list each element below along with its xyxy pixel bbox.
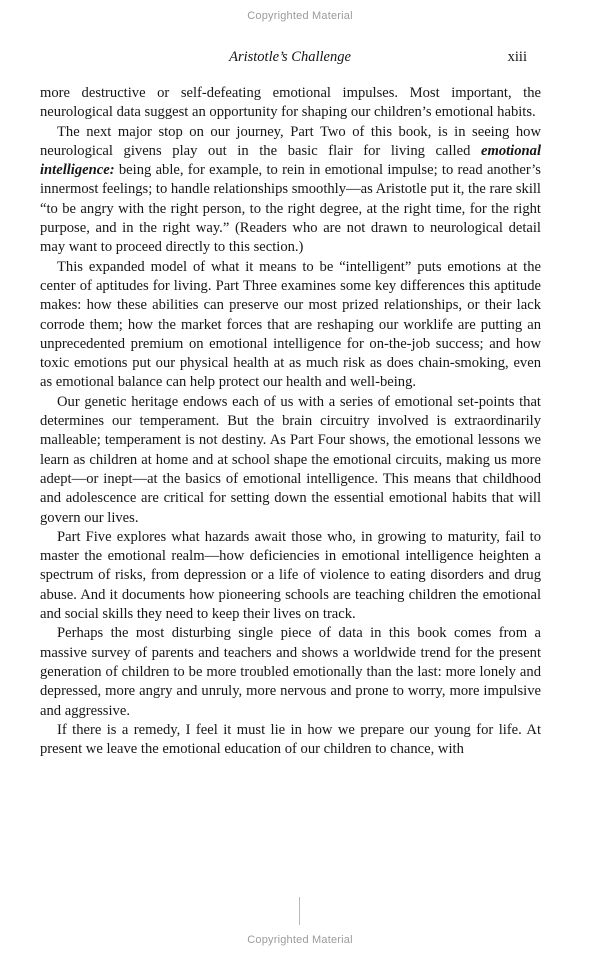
paragraph: [40, 393, 541, 528]
copyright-notice-top: Copyrighted Material: [247, 10, 353, 22]
body-text: [40, 84, 541, 759]
running-header: [40, 49, 540, 67]
paragraph: [40, 123, 541, 258]
copyright-notice-bottom: Copyrighted Material: [247, 934, 353, 946]
paragraph: [40, 624, 541, 720]
text-run: Our genetic heritage endows each of us with a series of emotional set-points that determines our temperament. But the brain circuitry involved is extraordinarily malleable; temperament is not destiny. As Part Four shows, the emotional lessons we learn as children at home and at school shape the emotional circuits, making us more adept—or inept—at the basics of emotional intelligence. This means that childhood and adolescence are critical for setting down the essential emotional habits that will govern our lives.: [40, 393, 541, 526]
text-run: being able, for example, to rein in emotional impulse; to read another’s innermost feelings; to handle relationships smoothly—as Aristotle put it, the rare skill “to be angry with the right person, to the right degree, at the right time, for the right purpose, and in the right way.” (Readers who are not drawn to neurological detail may want to proceed directly to this section.): [40, 162, 541, 256]
paragraph: [40, 258, 541, 393]
page-crease-line: [299, 897, 300, 925]
text-run: This expanded model of what it means to be “intelligent” puts emotions at the center of aptitudes for living. Part Three examines some key differences this aptitude makes: how these abilities can preserve our most prized relationships, or their lack corrode them; how the market forces that are reshaping our worklife are putting an unprecedented premium on emotional intelligence for on-the-job success; and how toxic emotions put our physical health at as much risk as does chain-smoking, even as emotional balance can help protect our health and well-being.: [40, 258, 541, 391]
text-run: Part Five explores what hazards await those who, in growing to maturity, fail to master the emotional realm—how deficiencies in emotional intelligence heighten a spectrum of risks, from depression or a life of violence to eating disorders and drug abuse. And it documents how pioneering schools are teaching children the emotional and social skills they need to keep their lives on track.: [40, 528, 541, 623]
paragraph: [40, 721, 541, 760]
paragraph: [40, 84, 541, 123]
running-head-title: Aristotle’s Challenge: [229, 49, 351, 65]
emphasized-term: emotional intelligence:: [40, 142, 541, 179]
paragraph: [40, 528, 541, 624]
page-number: xiii: [507, 49, 527, 65]
text-run: If there is a remedy, I feel it must lie in how we prepare our young for life. At present we leave the emotional education of our children to chance, with: [40, 721, 541, 758]
text-run: Perhaps the most disturbing single piece of data in this book comes from a massive survey of parents and teachers and shows a worldwide trend for the present generation of children to be more troubled emotionally than the last: more lonely and depressed, more angry and unruly, more nervous and prone to worry, more impulsive and aggressive.: [40, 625, 541, 719]
text-run: more destructive or self-defeating emotional impulses. Most important, the neurological data suggest an opportunity for shaping our children’s emotional habits.: [40, 85, 541, 121]
text-run: The next major stop on our journey, Part Two of this book, is in seeing how neurological givens play out in the basic flair for living called: [40, 123, 541, 159]
